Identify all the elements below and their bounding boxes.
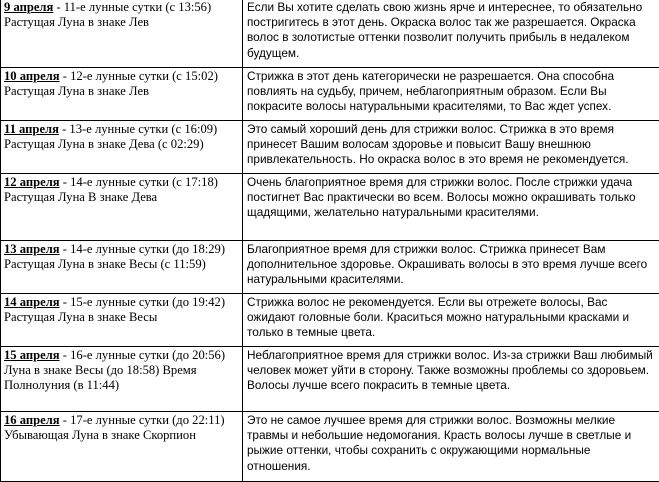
advice-cell: [243, 294, 659, 347]
table-row: [1, 68, 659, 121]
advice-cell: [243, 121, 659, 174]
table-body: [1, 0, 659, 482]
day-cell: [1, 68, 243, 121]
moon-info: - 12-е лунные сутки (с 15:02) Растущая Луна в знаке Лев: [4, 69, 218, 98]
advice-cell: [243, 68, 659, 121]
date-label: 10 апреля: [4, 69, 60, 83]
advice-text: Если Вы хотите сделать свою жизнь ярче и интереснее, то обязательно постригитесь в этот день. Окраска волос так же разрешается. Окраска волос в золотистые оттенки позволит получить прибыль в недалеком будущем.: [247, 0, 642, 60]
day-cell: [1, 241, 243, 294]
date-label: 9 апреля: [4, 0, 53, 14]
date-label: 13 апреля: [4, 242, 60, 256]
date-label: 15 апреля: [4, 348, 60, 362]
day-cell: [1, 412, 243, 482]
table-row: [1, 121, 659, 174]
advice-text: Стрижка волос не рекомендуется. Если вы отрежете волосы, Вас ожидают головные боли. Краситься можно натуральными красками и только в темные цвета.: [247, 295, 629, 339]
moon-info: - 17-е лунные сутки (до 22:11) Убывающая Луна в знаке Скорпион: [4, 413, 225, 442]
table-row: [1, 0, 659, 68]
day-cell: [1, 121, 243, 174]
advice-text: Стрижка в этот день категорически не разрешается. Она способна повлиять на судьбу, причем, неблагоприятным образом. Если Вы покрасите волосы натуральными красителями, то Вас ждет успех.: [247, 69, 614, 113]
advice-text: Неблагоприятное время для стрижки волос. Из-за стрижки Ваш любимый человек может уйти в сторону. Также возможны проблемы со здоровьем. Волосы лучше всего покрасить в темные цвета.: [247, 348, 653, 392]
date-label: 16 апреля: [4, 413, 60, 427]
date-label: 12 апреля: [4, 175, 60, 189]
moon-info: - 13-е лунные сутки (с 16:09) Растущая Луна в знаке Дева (с 02:29): [4, 122, 217, 151]
moon-info: - 14-е лунные сутки (до 18:29) Растущая Луна в знаке Весы (с 11:59): [4, 242, 225, 271]
moon-info: - 14-е лунные сутки (с 17:18) Растущая Луна В знаке Дева: [4, 175, 218, 204]
advice-cell: [243, 174, 659, 241]
date-label: 11 апреля: [4, 122, 59, 136]
advice-cell: [243, 241, 659, 294]
advice-text: Благоприятное время для стрижки волос. Стрижка принесет Вам дополнительное здоровье. Окрашивать волосы в это время лучше всего натуральными красителями.: [247, 242, 647, 286]
day-cell: [1, 0, 243, 68]
table-row: [1, 174, 659, 241]
table-row: [1, 412, 659, 482]
moon-info: - 15-е лунные сутки (до 19:42) Растущая Луна в знаке Весы: [4, 295, 225, 324]
table-row: [1, 347, 659, 412]
moon-info: - 11-е лунные сутки (с 13:56) Растущая Луна в знаке Лев: [4, 0, 211, 29]
day-cell: [1, 294, 243, 347]
advice-text: Это не самое лучшее время для стрижки волос. Возможны мелкие травмы и небольшие недомогания. Красть волосы лучше в светлые и рыжие оттенки, чтобы сохранить с окружающими нормальные отношения.: [247, 413, 631, 473]
advice-text: Очень благоприятное время для стрижки волос. После стрижки удача постигнет Вас практически во всем. Волосы можно окрашивать только щадящими, желательно натуральными красителями.: [247, 175, 636, 219]
advice-cell: [243, 0, 659, 68]
table-row: [1, 241, 659, 294]
advice-cell: [243, 347, 659, 412]
moon-info: - 16-е лунные сутки (до 20:56) Луна в знаке Весы (до 18:58) Время Полнолуния (в 11:44): [4, 348, 225, 392]
day-cell: [1, 174, 243, 241]
day-cell: [1, 347, 243, 412]
advice-text: Это самый хороший день для стрижки волос. Стрижка в это время принесет Вашим волосам здоровье и повысит Вашу внешнюю привлекательность. Но окраска волос в это время не рекомендуется.: [247, 122, 629, 166]
date-label: 14 апреля: [4, 295, 60, 309]
table-row: [1, 294, 659, 347]
advice-cell: [243, 412, 659, 482]
